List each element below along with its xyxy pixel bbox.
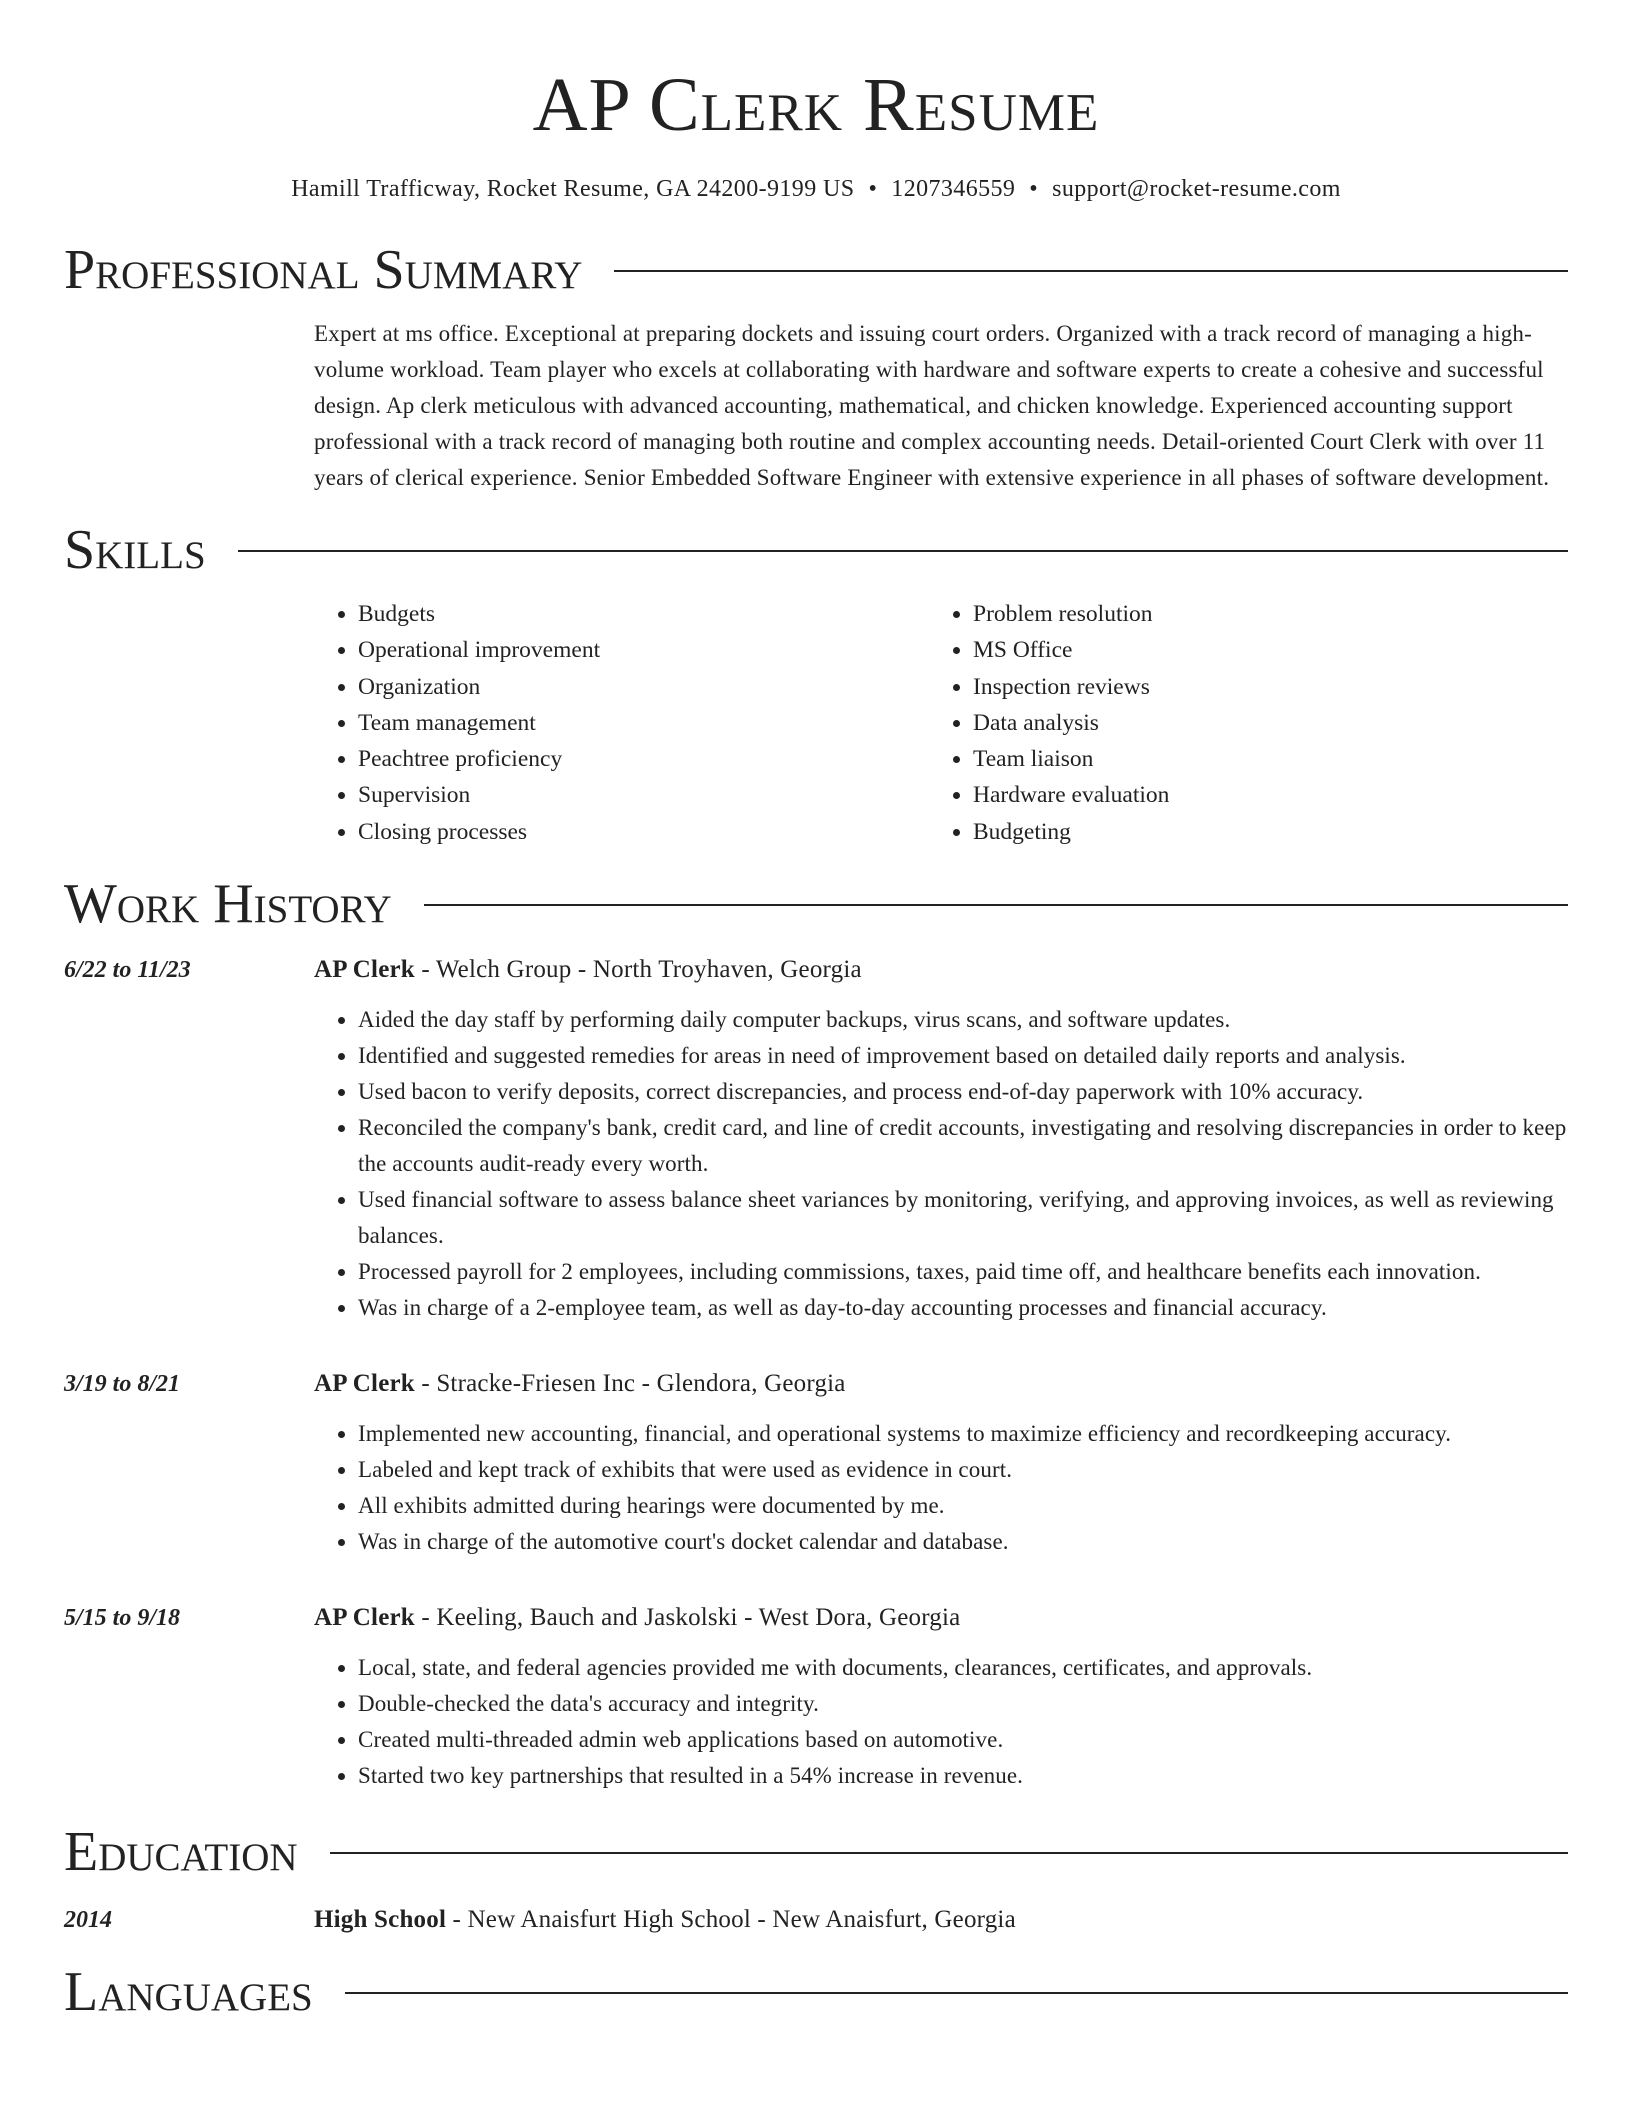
section-title-education: Education [64,1821,298,1884]
skills-column-right [929,596,1544,850]
job-bullet: • Double-checked the data's accuracy and integrity. [358,1686,1568,1722]
skill-item: • Closing processes [358,814,929,850]
skill-item: • Budgets [358,596,929,632]
job-bullets [314,1416,1568,1560]
job-bullet: • Used bacon to verify deposits, correct discrepancies, and process end-of-day paperwork with 10% accuracy. [358,1074,1568,1110]
education-year: 2014 [64,1907,112,1934]
education-body [314,1902,1568,1938]
job-company: - Stracke-Friesen Inc - Glendora, Georgia [414,1370,846,1398]
section-header-skills [64,518,1568,582]
skill-item: • Organization [358,669,929,705]
section-header-languages [64,1960,1568,2024]
skill-item: • Team management [358,705,929,741]
section-divider [345,1992,1568,1994]
education-school: - New Anaisfurt High School - New Anaisfurt, Georgia [446,1906,1016,1934]
job-bullet: • Labeled and kept track of exhibits that were used as evidence in court. [358,1452,1568,1488]
job-title: AP Clerk [314,1370,415,1398]
job-dates: 6/22 to 11/23 [64,957,191,984]
job-bullet: • Aided the day staff by performing daily computer backups, virus scans, and software updates. [358,1002,1568,1038]
skill-item: • Problem resolution [973,596,1544,632]
job-bullet: • Implemented new accounting, financial, and operational systems to maximize efficiency and recordkeeping accuracy. [358,1416,1568,1452]
skills-column-left [314,596,929,850]
skill-item: • MS Office [973,632,1544,668]
education-entry [64,1902,1568,1938]
skill-item: • Operational improvement [358,632,929,668]
job-title: AP Clerk [314,956,415,984]
job-entry [64,1366,1568,1560]
job-dates: 5/15 to 9/18 [64,1605,181,1632]
job-bullet: • Identified and suggested remedies for areas in need of improvement based on detailed daily reports and analysis. [358,1038,1568,1074]
job-bullet: • Was in charge of a 2-employee team, as well as day-to-day accounting processes and financial accuracy. [358,1290,1568,1326]
job-bullet: • Was in charge of the automotive court's docket calendar and database. [358,1524,1568,1560]
section-divider [424,904,1568,906]
section-title-skills: Skills [64,519,206,581]
skill-item: • Budgeting [973,814,1544,850]
education-heading [314,1902,1568,1938]
contact-phone: 1207346559 [891,176,1016,202]
skill-item: • Team liaison [973,741,1544,777]
job-body [314,952,1568,1326]
section-title-summary: Professional Summary [64,239,583,301]
job-bullet: • Reconciled the company's bank, credit card, and line of credit accounts, investigating and resolving discrepancies in order to keep the accounts audit-ready every worth. [358,1110,1568,1182]
job-body [314,1600,1568,1794]
job-entry [64,952,1568,1326]
skill-item: • Hardware evaluation [973,777,1544,813]
contact-separator: • [868,176,878,202]
education-degree: High School [314,1906,447,1934]
job-body [314,1366,1568,1560]
job-bullets [314,1002,1568,1326]
section-header-summary [64,238,1568,302]
job-bullet: • Processed payroll for 2 employees, including commissions, taxes, paid time off, and healthcare benefits each innovation. [358,1254,1568,1290]
job-company: - Welch Group - North Troyhaven, Georgia [414,956,862,984]
skill-item: • Supervision [358,777,929,813]
job-company: - Keeling, Bauch and Jaskolski - West Dora, Georgia [414,1604,961,1632]
job-heading [314,1366,1568,1402]
skills-list [314,596,1568,850]
section-divider [238,550,1568,552]
contact-address: Hamill Trafficway, Rocket Resume, GA 24200-9199 US [291,176,855,202]
section-title-work: Work History [64,873,392,936]
section-divider [330,1852,1568,1854]
job-title: AP Clerk [314,1604,415,1632]
section-divider [614,270,1568,272]
contact-email: support@rocket-resume.com [1052,176,1341,202]
job-bullet: • Started two key partnerships that resulted in a 54% increase in revenue. [358,1758,1568,1794]
skill-item: • Data analysis [973,705,1544,741]
page-title: AP Clerk Resume [532,63,1100,147]
job-entry [64,1600,1568,1794]
job-bullet: • All exhibits admitted during hearings were documented by me. [358,1488,1568,1524]
contact-separator: • [1029,176,1039,202]
job-bullet: • Created multi-threaded admin web applications based on automotive. [358,1722,1568,1758]
job-bullet: • Used financial software to assess balance sheet variances by monitoring, verifying, and approving invoices, as well as reviewing balances. [358,1182,1568,1254]
section-header-education [64,1820,1568,1884]
job-bullet: • Local, state, and federal agencies provided me with documents, clearances, certificates, and approvals. [358,1650,1568,1686]
job-heading [314,1600,1568,1636]
skill-item: • Inspection reviews [973,669,1544,705]
section-header-work [64,872,1568,936]
skill-item: • Peachtree proficiency [358,741,929,777]
job-bullets [314,1650,1568,1794]
job-dates: 3/19 to 8/21 [64,1371,181,1398]
contact-line [64,174,1568,204]
job-heading [314,952,1568,988]
summary-text: Expert at ms office. Exceptional at preparing dockets and issuing court orders. Organized with a track record of managing a high-volume workload. Team player who excels at collaborating with hardware and software experts to create a cohesive and successful design. Ap clerk meticulous with advanced accounting, mathematical, and chicken knowledge. Experienced accounting support professional with a track record of managing both routine and complex accounting needs. Detail-oriented Court Clerk with over 11 years of clerical experience. Senior Embedded Software Engineer with extensive experience in all phases of software development. [314,321,1550,490]
section-title-languages: Languages [64,1961,313,2024]
